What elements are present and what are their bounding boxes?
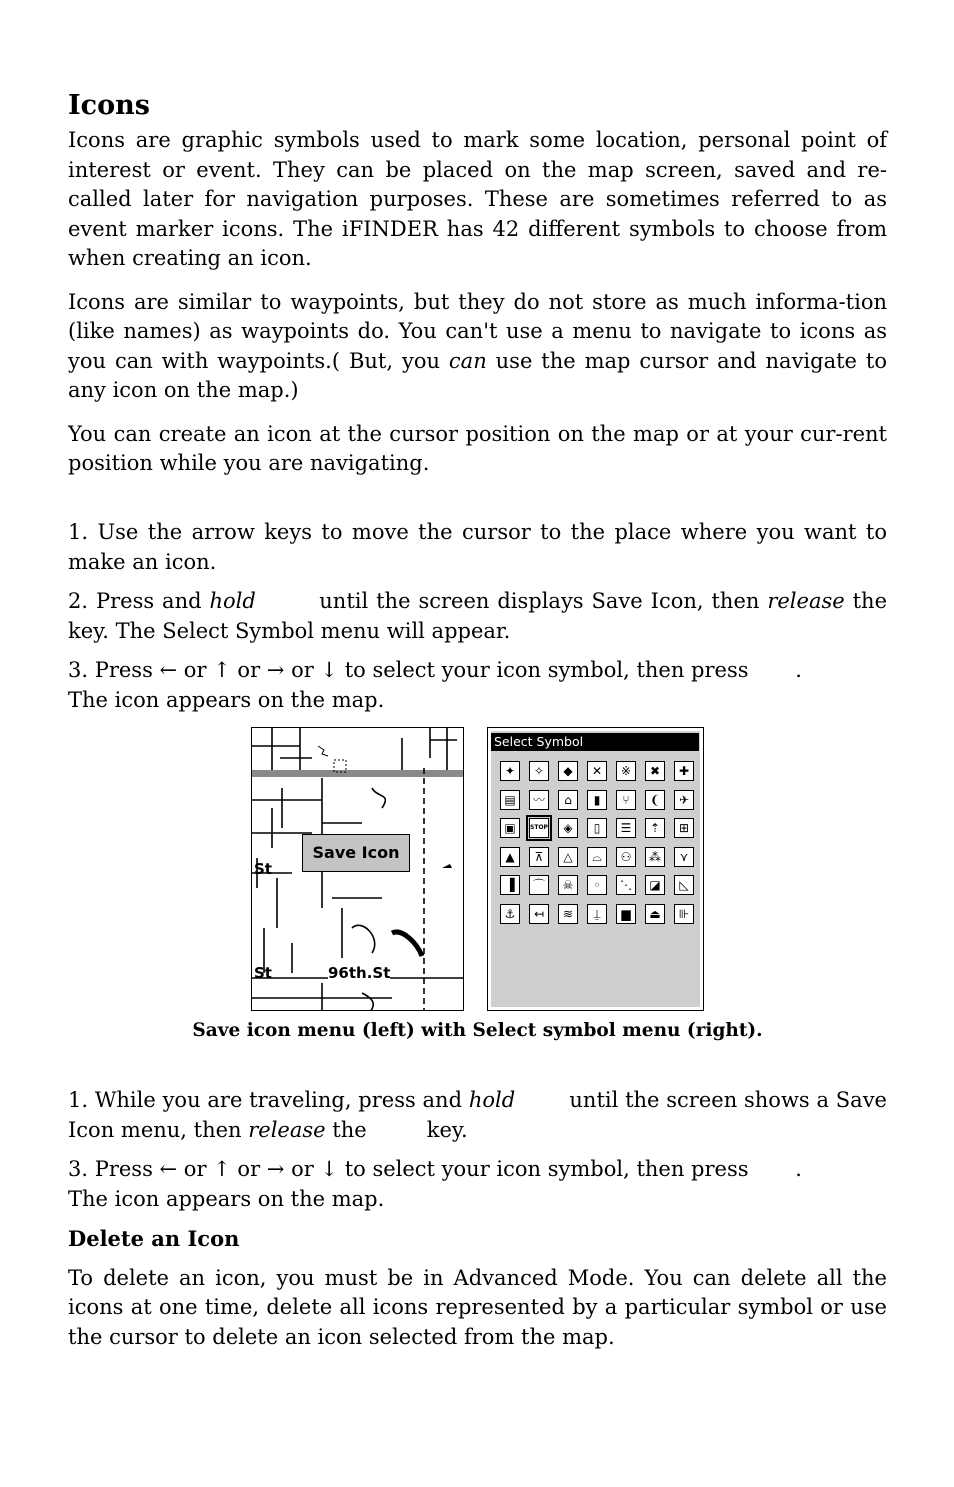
street-label-96th: 96th.St <box>328 964 391 982</box>
symbol-option[interactable]: ⇡ <box>645 818 665 838</box>
symbol-option[interactable]: ▯ <box>587 818 607 838</box>
symbol-option[interactable]: ☰ <box>616 818 636 838</box>
symbol-option[interactable]: ☠ <box>558 875 578 895</box>
symbol-option[interactable]: ⊞ <box>674 818 694 838</box>
symbol-option[interactable]: ↤ <box>529 904 549 924</box>
cursor-steps <box>68 518 948 715</box>
step-text: 2. Press and <box>68 589 210 613</box>
save-icon-dialog[interactable]: Save Icon <box>302 834 410 872</box>
symbol-option[interactable]: ⌓ <box>587 847 607 867</box>
symbol-option[interactable]: ⌒ <box>529 875 549 895</box>
step-text: the key. The Select Symbol menu will appear. <box>68 589 948 643</box>
symbol-option[interactable]: △ <box>558 847 578 867</box>
symbol-option[interactable]: ⊼ <box>529 847 549 867</box>
step-1: 1. Use the arrow keys to move the cursor to the place where you want to make an icon. <box>68 520 887 574</box>
emphasis-hold: hold <box>209 589 256 613</box>
step-text: until the screen displays Save Icon, then <box>255 589 768 613</box>
symbol-option[interactable]: ✚ <box>674 761 694 781</box>
paragraph-text: Icons are similar to waypoints, but they do not store as much informa-tion (like names) as waypoints do. You can't use a menu to navigate to icons as you can with waypoints.( But, you <box>68 289 887 373</box>
symbol-option[interactable]: ▤ <box>500 790 520 810</box>
waypoint-comparison-paragraph <box>68 288 887 406</box>
figure <box>251 727 705 1012</box>
symbol-option[interactable]: ◦ <box>587 875 607 895</box>
paragraph-text: use the map cursor and navigate to any icon on the map.) <box>68 348 887 402</box>
section-heading-delete: Delete an Icon <box>68 1226 240 1251</box>
step-text: 1. While you are traveling, press and <box>68 1088 469 1112</box>
symbol-option[interactable]: ⑂ <box>616 790 636 810</box>
symbol-option[interactable]: ◺ <box>674 875 694 895</box>
figure-caption: Save icon menu (left) with Select symbol menu (right). <box>192 1020 763 1041</box>
symbol-option[interactable]: ✕ <box>587 761 607 781</box>
symbol-option[interactable]: ⍊ <box>587 904 607 924</box>
select-symbol-menu <box>491 731 700 1007</box>
symbol-option[interactable]: ⋱ <box>616 875 636 895</box>
street-label: St <box>254 860 272 878</box>
emphasis-release: release <box>248 1117 326 1142</box>
symbol-option[interactable]: ❨ <box>645 790 665 810</box>
symbol-option[interactable]: ▐ <box>500 875 520 895</box>
symbol-option[interactable]: ⋎ <box>674 847 694 867</box>
step-text: The icon appears on the map. <box>68 1186 385 1211</box>
symbol-option[interactable]: ◆ <box>558 761 578 781</box>
symbol-option[interactable]: ⚓ <box>500 904 520 924</box>
emphasis-hold: hold <box>468 1088 516 1112</box>
travel-step-3 <box>68 1155 887 1214</box>
symbol-option[interactable]: ▮ <box>587 790 607 810</box>
page-content <box>68 86 887 479</box>
symbol-option[interactable]: ⁂ <box>645 847 665 867</box>
symbol-option[interactable]: ≋ <box>558 904 578 924</box>
symbol-option[interactable]: ⏏ <box>645 904 665 924</box>
travel-steps <box>68 1086 894 1352</box>
travel-step-1 <box>68 1086 894 1145</box>
menu-title: Select Symbol <box>491 733 699 751</box>
emphasis-release: release <box>767 589 845 613</box>
symbol-option[interactable]: STOP <box>529 818 549 838</box>
symbol-option[interactable]: ✖ <box>645 761 665 781</box>
step-text: the key. <box>325 1117 468 1142</box>
step-2 <box>68 587 948 646</box>
step-text: 3. Press ← or ↑ or → or ↓ to select your icon symbol, then press . <box>68 658 802 682</box>
symbol-option[interactable]: ※ <box>616 761 636 781</box>
page-title: Icons <box>68 90 150 121</box>
symbol-option[interactable]: ▲ <box>500 847 520 867</box>
symbol-option[interactable]: ◈ <box>558 818 578 838</box>
delete-paragraph: To delete an icon, you must be in Advanced Mode. You can delete all the icons at one time, delete all icons represented by a particular symbol or use the cursor to delete an icon selected from the map. <box>68 1265 887 1349</box>
symbol-option[interactable]: ⌂ <box>558 790 578 810</box>
step-text: The icon appears on the map. <box>68 687 385 712</box>
symbol-option[interactable]: ▣ <box>500 818 520 838</box>
map-screen <box>251 727 464 1011</box>
symbol-option[interactable]: ⊪ <box>674 904 694 924</box>
symbol-option[interactable]: ◪ <box>645 875 665 895</box>
intro-paragraph: Icons are graphic symbols used to mark some location, personal point of interest or event. They can be placed on the map screen, saved and re-called later for navigation purposes. These are sometimes referred to as event marker icons. The iFINDER has 42 different symbols to choose from when creating an icon. <box>68 128 887 270</box>
emphasis-can: can <box>448 348 487 373</box>
symbol-option[interactable]: ▆ <box>616 904 636 924</box>
create-location-paragraph: You can create an icon at the cursor position on the map or at your cur-rent position while you are navigating. <box>68 421 887 475</box>
symbol-option[interactable]: ✧ <box>529 761 549 781</box>
step-text: until the screen shows a Save Icon menu, then <box>68 1088 894 1142</box>
symbol-option[interactable]: ⚇ <box>616 847 636 867</box>
step-3 <box>68 656 887 715</box>
symbol-option[interactable]: ✦ <box>500 761 520 781</box>
select-symbol-screen <box>487 727 704 1011</box>
symbol-option[interactable]: ✈ <box>674 790 694 810</box>
symbol-grid <box>500 761 694 924</box>
street-label: St <box>254 964 272 982</box>
step-text: 3. Press ← or ↑ or → or ↓ to select your icon symbol, then press . <box>68 1157 802 1181</box>
symbol-option[interactable]: 〰 <box>529 790 549 810</box>
